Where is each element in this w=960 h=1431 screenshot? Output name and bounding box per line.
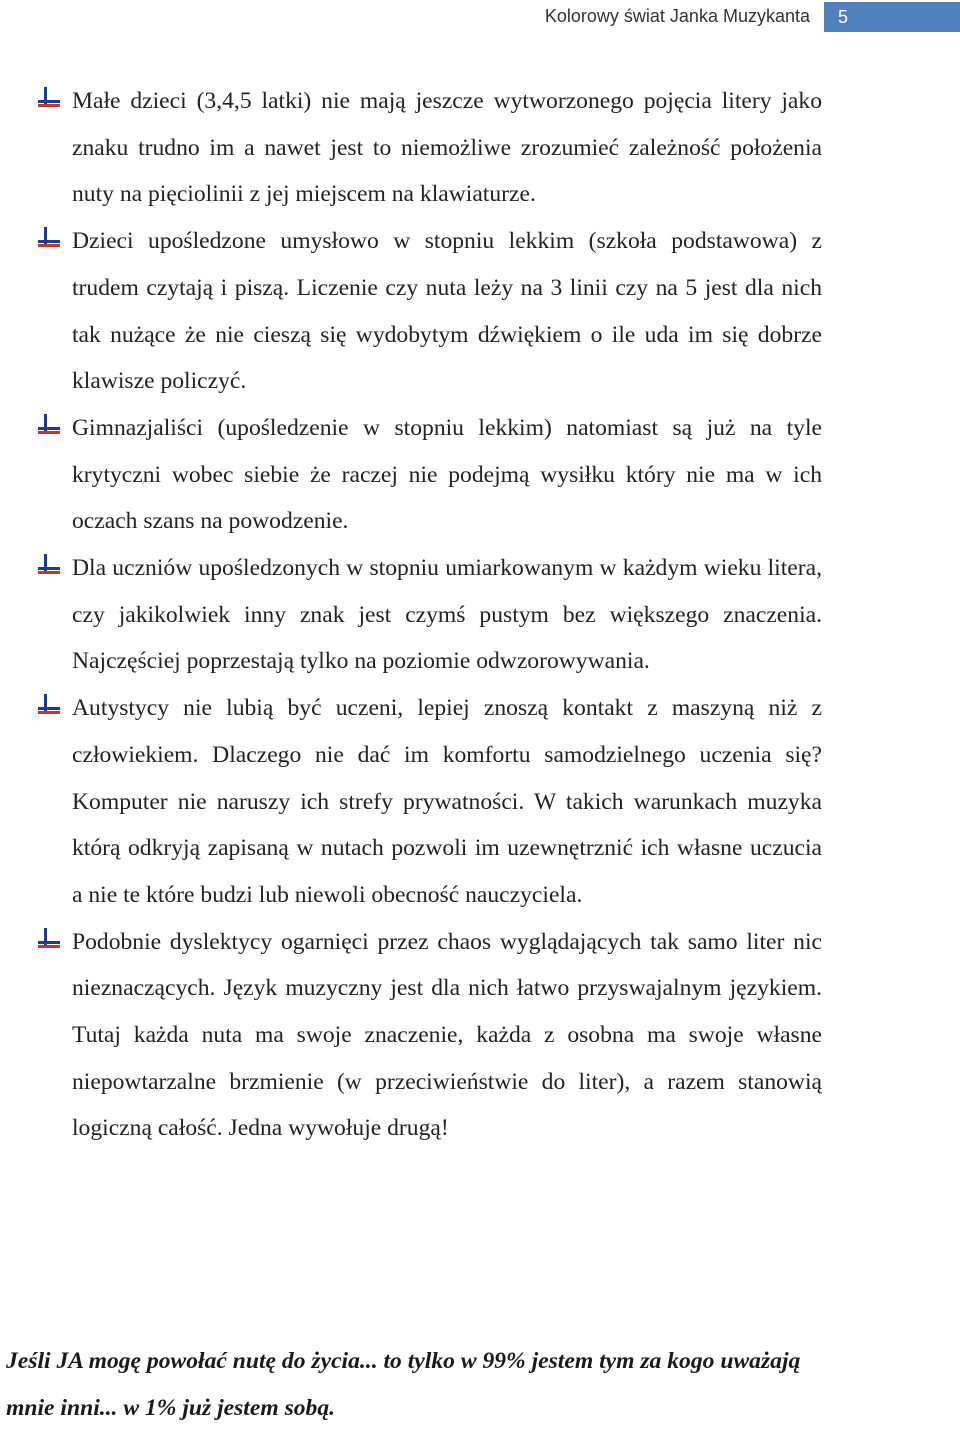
list-item	[0, 405, 960, 545]
list-item-text: Małe dzieci (3,4,5 latki) nie mają jeszcze wytworzonego pojęcia litery jako znaku trudno im a nawet jest to niemożliwe zrozumieć zależność położenia nuty na pięciolinii z jej miejscem na klawiaturze.	[72, 88, 822, 208]
page-header	[545, 0, 960, 32]
list-item	[0, 685, 960, 919]
list-item-text: Podobnie dyslektycy ogarnięci przez chaos wyglądających tak samo liter nic nieznaczących. Język muzyczny jest dla nich łatwo przyswajalnym językiem. Tutaj każda nuta ma swoje znaczenie, każda z osobna ma swoje własne niepowtarzalne brzmienie (w przeciwieństwie do liter), a razem stanowią logiczną całość. Jedna wywołuje drugą!	[72, 928, 822, 1142]
list-item-text: Gimnazjaliści (upośledzenie w stopniu lekkim) natomiast są już na tyle krytyczni wobec siebie że raczej nie podejmą wysiłku który nie ma w ich oczach szans na powodzenie.	[72, 414, 822, 535]
pushpin-bullet-icon	[38, 928, 62, 952]
pushpin-bullet-icon	[38, 87, 62, 111]
closing-quote: Jeśli JA mogę powołać nutę do życia... to tylko w 99% jestem tym za kogo uważają mnie inni... w 1% już jestem sobą.	[6, 1348, 801, 1421]
list-item	[0, 218, 960, 405]
page-number: 5	[824, 2, 960, 32]
list-item-text: Dla uczniów upośledzonych w stopniu umiarkowanym w każdym wieku litera, czy jakikolwiek inny znak jest czymś pustym bez większego znaczenia. Najczęściej poprzestają tylko na poziomie odwzorowywania.	[72, 555, 822, 675]
pushpin-bullet-icon	[38, 554, 62, 578]
bullet-list	[0, 78, 960, 1152]
list-item	[0, 78, 960, 218]
list-item-text: Dzieci upośledzone umysłowo w stopniu lekkim (szkoła podstawowa) z trudem czytają i piszą. Liczenie czy nuta leży na 3 linii czy na 5 jest dla nich tak nużące że nie cieszą się wydobytym dźwiękiem o ile uda im się dobrze klawisze policzyć.	[72, 228, 822, 395]
list-item	[0, 919, 960, 1153]
list-item	[0, 545, 960, 685]
pushpin-bullet-icon	[38, 227, 62, 251]
pushpin-bullet-icon	[38, 694, 62, 718]
pushpin-bullet-icon	[38, 414, 62, 438]
header-title: Kolorowy świat Janka Muzykanta	[544, 6, 810, 26]
list-item-text: Autystycy nie lubią być uczeni, lepiej znoszą kontakt z maszyną niż z człowiekiem. Dlaczego nie dać im komfortu samodzielnego uczenia się? Komputer nie naruszy ich strefy prywatności. W takich warunkach muzyka którą odkryją zapisaną w nutach pozwoli im uzewnętrznić ich własne uczucia a nie te które budzi lub niewoli obecność nauczyciela.	[72, 695, 822, 908]
